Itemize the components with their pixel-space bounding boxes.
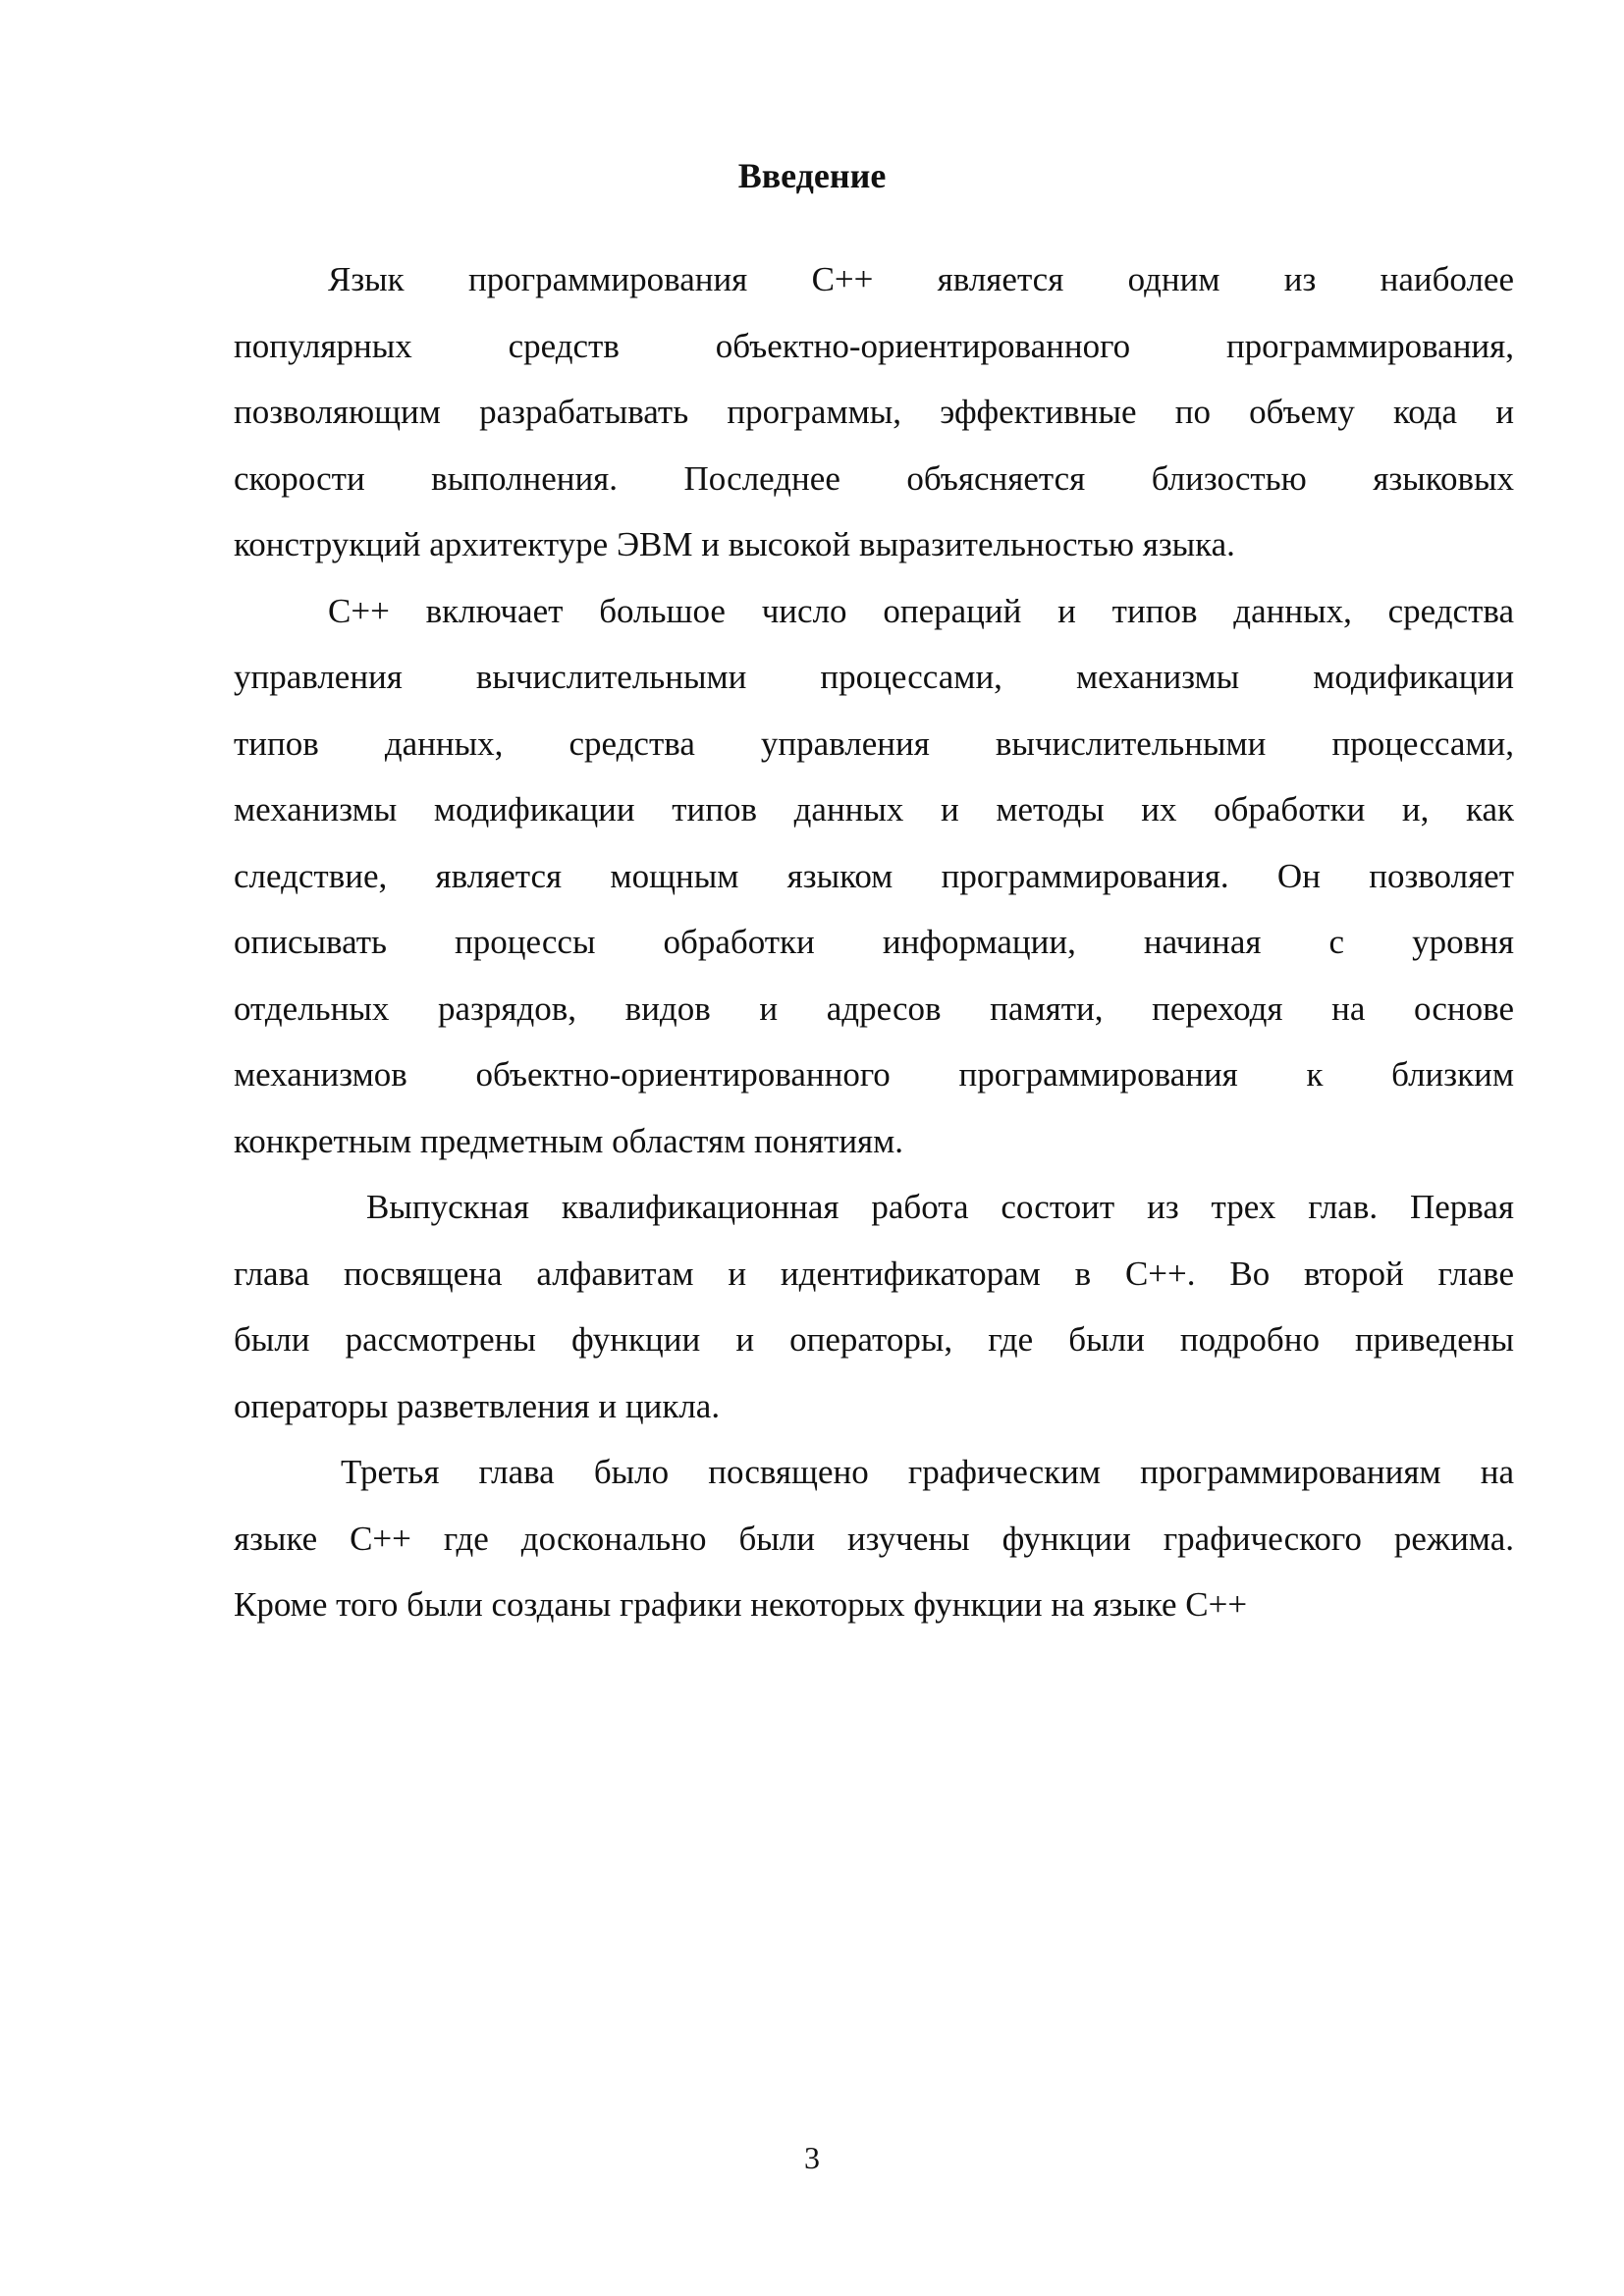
paragraph [234,578,1514,1175]
text-line: Кроме того были созданы графики некоторых функции на языке С++ [234,1585,1248,1624]
text-line: глава посвящена алфавитам и идентификаторам в С++. Во второй главе [234,1254,1514,1293]
text-line: Язык программирования С++ является одним из наиболее [328,260,1514,298]
paragraph [234,1439,1514,1638]
text-line: скорости выполнения. Последнее объясняется близостью языковых [234,458,1514,498]
text-line: Выпускная квалификационная работа состоит из трех глав. Первая [366,1188,1514,1226]
text-line: описывать процессы обработки информации, начиная с уровня [234,923,1514,961]
body-text [234,246,1514,1638]
text-line: отдельных разрядов, видов и адресов памяти, переходя на основе [234,988,1514,1028]
text-line: были рассмотрены функции и операторы, где были подробно приведены [234,1320,1514,1359]
text-line: механизмов объектно-ориентированного программирования к близким [234,1055,1514,1094]
text-line: позволяющим разрабатывать программы, эффективные по объему кода и [234,393,1514,431]
text-line: следствие, является мощным языком программирования. Он позволяет [234,856,1514,895]
paragraph [234,1174,1514,1439]
text-line: языке С++ где досконально были изучены функции графического режима. [234,1519,1514,1558]
text-line: популярных средств объектно-ориентированного программирования, [234,326,1514,365]
text-line: С++ включает большое число операций и типов данных, средства [328,591,1514,630]
text-line: операторы разветвления и цикла. [234,1386,721,1425]
paragraph [234,246,1514,578]
text-line: Третья глава было посвящено графическим программированиям на [341,1453,1514,1491]
text-line: механизмы модификации типов данных и методы их обработки и, как [234,790,1514,828]
text-line: типов данных, средства управления вычислительными процессами, [234,723,1514,763]
page-number: 3 [804,2140,820,2175]
text-line: управления вычислительными процессами, механизмы модификации [234,658,1514,696]
text-line: конструкций архитектуре ЭВМ и высокой выразительностью языка. [234,525,1235,563]
text-line: конкретным предметным областям понятиям. [234,1121,904,1160]
page-title: Введение [737,156,887,195]
